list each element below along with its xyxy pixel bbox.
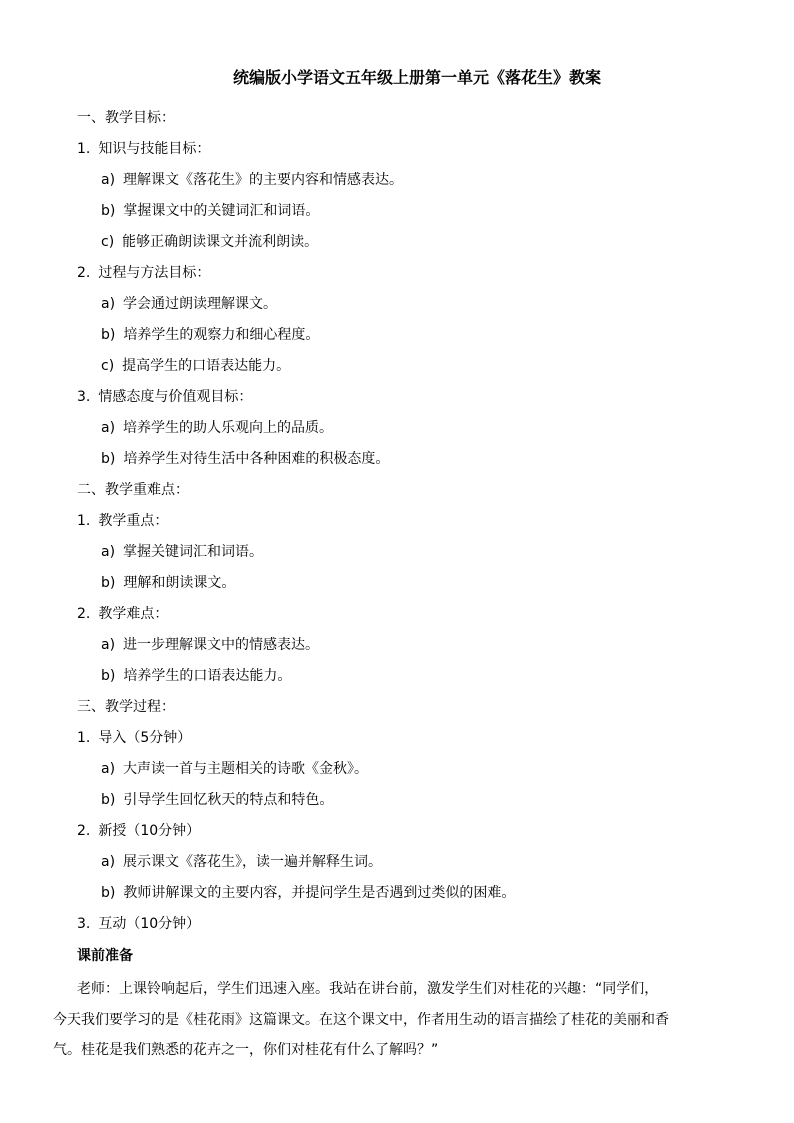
paragraph-line: 今天我们要学习的是《桂花雨》这篇课文。在这个课文中，作者用生动的语言描绘了桂花的美丽和香 xyxy=(53,1011,669,1028)
list-item xyxy=(101,571,235,595)
paragraph-line: 气。桂花是我们熟悉的花卉之一，你们对桂花有什么了解吗？” xyxy=(53,1042,439,1058)
item-letter: c) xyxy=(101,358,115,374)
item-text: 能够正确朗读课文并流利朗读。 xyxy=(122,234,319,250)
item-letter: a) xyxy=(101,637,116,653)
list-item xyxy=(101,230,318,254)
list-item xyxy=(101,850,382,874)
list-item xyxy=(101,354,290,378)
list-item xyxy=(77,912,200,936)
item-text: 掌握课文中的关键词汇和词语。 xyxy=(123,203,320,219)
item-text: 理解课文《落花生》的主要内容和情感表达。 xyxy=(123,172,404,188)
item-number: 3. xyxy=(77,389,91,405)
list-item xyxy=(101,540,263,564)
item-letter: b) xyxy=(101,451,116,467)
item-text: 培养学生的口语表达能力。 xyxy=(123,668,292,684)
item-letter: b) xyxy=(101,792,116,808)
list-item xyxy=(101,881,515,905)
item-text: 教师讲解课文的主要内容，并提问学生是否遇到过类似的困难。 xyxy=(123,885,516,901)
item-text: 导入（5分钟） xyxy=(98,730,192,746)
item-text: 进一步理解课文中的情感表达。 xyxy=(123,637,320,653)
item-letter: a) xyxy=(101,854,116,870)
list-item xyxy=(77,385,252,409)
item-text: 大声读一首与主题相关的诗歌《金秋》。 xyxy=(123,761,369,777)
item-text: 培养学生的观察力和细心程度。 xyxy=(123,327,320,343)
list-item xyxy=(101,757,368,781)
item-text: 展示课文《落花生》，读一遍并解释生词。 xyxy=(123,854,383,870)
prep-paragraph xyxy=(53,974,772,1066)
item-text: 新授（10分钟） xyxy=(98,823,201,839)
item-text: 学会通过朗读理解课文。 xyxy=(123,296,278,312)
prep-heading: 课前准备 xyxy=(77,948,133,964)
item-number: 2. xyxy=(77,823,91,839)
list-item xyxy=(101,664,291,688)
list-item xyxy=(101,168,403,192)
item-letter: a) xyxy=(101,296,116,312)
list-item xyxy=(77,819,200,843)
section-heading-key-points: 二、教学重难点： xyxy=(77,482,189,498)
item-letter: b) xyxy=(101,575,116,591)
item-text: 引导学生回忆秋天的特点和特色。 xyxy=(123,792,334,808)
item-number: 1. xyxy=(77,730,91,746)
item-letter: b) xyxy=(101,668,116,684)
list-item xyxy=(101,292,277,316)
item-letter: b) xyxy=(101,327,116,343)
item-letter: a) xyxy=(101,420,116,436)
item-letter: a) xyxy=(101,761,116,777)
item-text: 互动（10分钟） xyxy=(98,916,201,932)
item-text: 知识与技能目标： xyxy=(98,141,211,157)
item-number: 2. xyxy=(77,265,91,281)
item-number: 1. xyxy=(77,141,91,157)
item-number: 2. xyxy=(77,606,91,622)
section-heading-objectives: 一、教学目标： xyxy=(77,110,175,126)
list-item xyxy=(101,633,319,657)
item-letter: a) xyxy=(101,172,116,188)
list-item xyxy=(101,323,319,347)
list-item xyxy=(77,261,210,285)
item-text: 教学难点： xyxy=(98,606,169,622)
item-text: 掌握关键词汇和词语。 xyxy=(123,544,264,560)
item-text: 提高学生的口语表达能力。 xyxy=(122,358,291,374)
list-item xyxy=(77,602,168,626)
section-heading-process: 三、教学过程： xyxy=(77,699,175,715)
item-text: 培养学生对待生活中各种困难的积极态度。 xyxy=(123,451,390,467)
list-item xyxy=(101,447,389,471)
item-number: 3. xyxy=(77,916,91,932)
list-item xyxy=(77,726,191,750)
paragraph-line: 老师：上课铃响起后，学生们迅速入座。我站在讲台前，激发学生们对桂花的兴趣：“同学们， xyxy=(77,981,659,997)
item-number: 1. xyxy=(77,513,91,529)
item-letter: a) xyxy=(101,544,116,560)
item-text: 理解和朗读课文。 xyxy=(123,575,236,591)
list-item xyxy=(77,137,210,161)
item-text: 教学重点： xyxy=(98,513,169,529)
item-text: 培养学生的助人乐观向上的品质。 xyxy=(123,420,334,436)
item-letter: b) xyxy=(101,203,116,219)
item-text: 过程与方法目标： xyxy=(98,265,211,281)
list-item xyxy=(101,416,333,440)
list-item xyxy=(101,788,333,812)
item-letter: b) xyxy=(101,885,116,901)
item-text: 情感态度与价值观目标： xyxy=(98,389,253,405)
document-title: 统编版小学语文五年级上册第一单元《落花生》教案 xyxy=(232,68,601,87)
list-item xyxy=(77,509,168,533)
list-item xyxy=(101,199,319,223)
item-letter: c) xyxy=(101,234,115,250)
